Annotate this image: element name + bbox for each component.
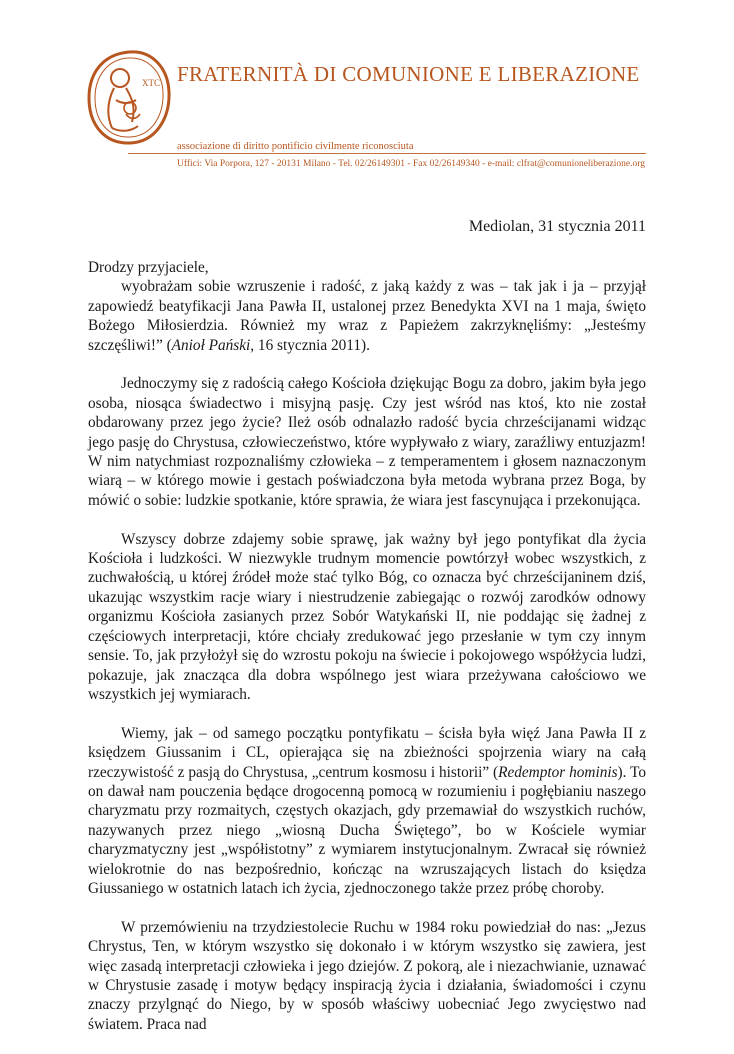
svg-text:XTC: XTC xyxy=(142,78,160,88)
letter-body xyxy=(88,258,646,1054)
organization-name: FRATERNITÀ DI COMUNIONE E LIBERAZIONE xyxy=(177,62,640,86)
paragraph-3: Wszyscy dobrze zdajemy sobie sprawę, jak ważny był jego pontyfikat dla życia Kościoła i ludzkości. W niezwykle trudnym momencie powtórzył wobec wszystkich, z zuchwałością, u której źródeł może stać tylko Bóg, co oznacza być chrześcijaninem dziś, ukazując wszystkim racje wiary i niestrudzenie zabiegając o rozwój zarodków odnowy organizmu Kościoła zasianych przez Sobór Watykański II, nie poddając się żadnej z częściowych interpretacji, które chciały zredukować jego przesłanie w tym czy innym sensie. To, jak przyłożył się do wzrostu pokoju na świecie i pokojowego współżycia ludzi, pokazuje, jak znacząca dla dobra wspólnego jest wiara przeżywana całościowo we wszystkich jej wymiarach. xyxy=(88,530,646,703)
organization-address: Uffici: Via Porpora, 127 - 20131 Milano - Tel. 02/26149301 - Fax 02/26149340 - e-mail: clfrat@comunioneliberazione.org xyxy=(177,159,645,169)
citation-redemptor-hominis: Redemptor hominis xyxy=(498,763,618,781)
paragraph-5: W przemówieniu na trzydziestolecie Ruchu w 1984 roku powiedział do nas: „Jezus Chrystus, Ten, w którym wszystko się dokonało i w którym wszystko się zawiera, jest więc zasadą interpretacji człowieka i jego dziejów. Z pokorą, ale i niezachwianie, uznawać w Chrystusie zasadę i motyw będący inspiracją życia i działania, świadomości i czynu znaczy przylgnąć do Niego, by w sposób właściwy uobecniać Jego zwycięstwo nad światem. Praca nad xyxy=(88,918,646,1033)
citation-anioł-pański: Anioł Pański xyxy=(171,336,251,354)
letter-date: Mediolan, 31 stycznia 2011 xyxy=(468,218,646,235)
paragraph-4: Wiemy, jak – od samego początku pontyfikatu – ścisła była więź Jana Pawła II z księdzem Giussanim i CL, opierająca się na zbieżności spojrzenia wiary na całą rzeczywistość z pasją do Chrystusa, „centrum kosmosu i historii” (Redemptor hominis). To on dawał nam pouczenia będące drogocenną pomocą w rozumieniu i pogłębianiu naszego charyzmatu przy rozmaitych, częstych okazjach, gdy przemawiał do wszystkich ruchów, nazywanych przez niego „wiosną Ducha Świętego”, bo w Kościele wymiar charyzmatyczny jest „współistotny” z wymiarem instytucjonalnym. Zwracał się również wielokrotnie do nas bezpośrednio, kończąc na wzruszających listach do księdza Giussaniego w ostatnich latach ich życia, zjednoczonego także przez próbę choroby. xyxy=(88,724,646,897)
fraternity-logo-icon xyxy=(86,48,172,146)
organization-subtitle: associazione di diritto pontificio civilmente riconosciuta xyxy=(177,141,414,152)
paragraph-2: Jednoczymy się z radością całego Kościoła dziękując Bogu za dobro, jakim była jego osoba, niosąca świadectwo i misyjną pasję. Czy jest wśród nas ktoś, kto nie został obdarowany przez jego życie? Ileż osób odnalazło radość bycia chrześcijanami widząc jego pasję do Chrystusa, człowieczeństwo, które wypływało z wiary, zaraźliwy entuzjazm! W nim natychmiast rozpoznaliśmy człowieka – z temperamentem i głosem naznaczonym wiarą – w którego mowie i gestach poświadczona była metoda wybrana przez Boga, by mówić o sobie: ludzkie spotkanie, które sprawia, że wiara jest fascynująca i przekonująca. xyxy=(88,375,646,509)
salutation: Drodzy przyjaciele, xyxy=(88,259,209,276)
header-divider xyxy=(128,153,646,154)
paragraph-1: wyobrażam sobie wzruszenie i radość, z jaką każdy z was – tak jak i ja – przyjął zapowiedź beatyfikacji Jana Pawła II, ustalonej przez Benedykta XVI na 1 maja, święto Bożego Miłosierdzia. Również my wraz z Papieżem zakrzyknęliśmy: „Jesteśmy szczęśliwi!” (Anioł Pański, 16 stycznia 2011). xyxy=(88,278,646,354)
